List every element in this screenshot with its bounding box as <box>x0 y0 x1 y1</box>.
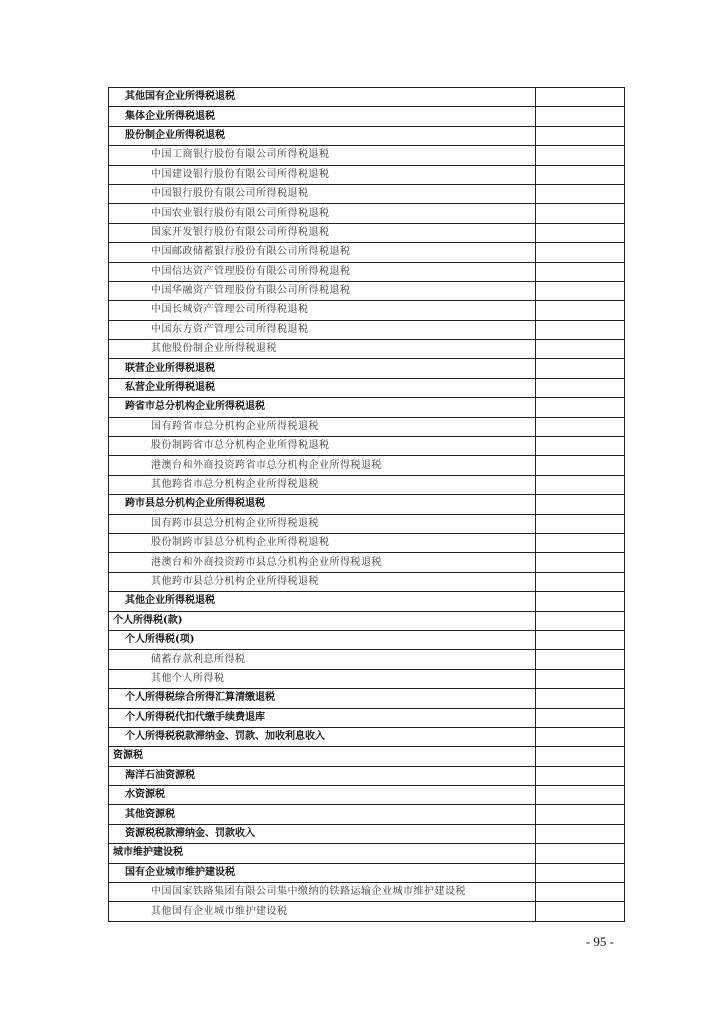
row-value-cell <box>536 184 625 203</box>
table-row <box>109 650 625 669</box>
table-row <box>109 824 625 843</box>
row-value-cell <box>536 495 625 514</box>
row-value-cell <box>536 592 625 611</box>
row-value-cell <box>536 378 625 397</box>
row-value-cell <box>536 844 625 863</box>
table-row <box>109 417 625 436</box>
row-value-cell <box>536 126 625 145</box>
table-row <box>109 146 625 165</box>
table-row <box>109 514 625 533</box>
row-label: 跨省市总分机构企业所得税退税 <box>109 398 536 417</box>
row-label: 港澳台和外商投资跨市县总分机构企业所得税退税 <box>109 553 536 572</box>
row-label: 海洋石油资源税 <box>109 766 536 785</box>
table-row <box>109 708 625 727</box>
row-value-cell <box>536 786 625 805</box>
row-value-cell <box>536 902 625 921</box>
row-value-cell <box>536 398 625 417</box>
row-label: 股份制企业所得税退税 <box>109 126 536 145</box>
table-row <box>109 223 625 242</box>
row-label: 股份制跨市县总分机构企业所得税退税 <box>109 533 536 552</box>
row-value-cell <box>536 805 625 824</box>
table-body <box>109 88 625 922</box>
table-row <box>109 359 625 378</box>
budget-table <box>108 87 625 922</box>
row-value-cell <box>536 88 625 107</box>
table-row <box>109 456 625 475</box>
row-value-cell <box>536 650 625 669</box>
row-label: 中国东方资产管理公司所得税退税 <box>109 320 536 339</box>
row-value-cell <box>536 243 625 262</box>
table-row <box>109 262 625 281</box>
table-row <box>109 669 625 688</box>
row-label: 跨市县总分机构企业所得税退税 <box>109 495 536 514</box>
row-value-cell <box>536 475 625 494</box>
row-label: 中国银行股份有限公司所得税退税 <box>109 184 536 203</box>
row-value-cell <box>536 630 625 649</box>
row-label: 股份制跨省市总分机构企业所得税退税 <box>109 437 536 456</box>
row-label: 国有跨省市总分机构企业所得税退税 <box>109 417 536 436</box>
row-value-cell <box>536 359 625 378</box>
row-value-cell <box>536 417 625 436</box>
row-label: 其他企业所得税退税 <box>109 592 536 611</box>
table-row <box>109 165 625 184</box>
table-row <box>109 863 625 882</box>
row-label: 中国国家铁路集团有限公司集中缴纳的铁路运输企业城市维护建设税 <box>109 883 536 902</box>
row-label: 国有企业城市维护建设税 <box>109 863 536 882</box>
table-row <box>109 572 625 591</box>
table-row <box>109 766 625 785</box>
table-row <box>109 630 625 649</box>
row-value-cell <box>536 883 625 902</box>
row-label: 其他国有企业城市维护建设税 <box>109 902 536 921</box>
row-label: 个人所得税代扣代缴手续费退库 <box>109 708 536 727</box>
row-value-cell <box>536 320 625 339</box>
row-label: 其他跨市县总分机构企业所得税退税 <box>109 572 536 591</box>
row-label: 资源税 <box>109 747 536 766</box>
page-number: - 95 - <box>585 934 614 949</box>
row-value-cell <box>536 262 625 281</box>
row-label: 中国邮政储蓄银行股份有限公司所得税退税 <box>109 243 536 262</box>
table-row <box>109 398 625 417</box>
row-label: 城市维护建设税 <box>109 844 536 863</box>
row-value-cell <box>536 437 625 456</box>
table-row <box>109 495 625 514</box>
table-row <box>109 592 625 611</box>
row-value-cell <box>536 204 625 223</box>
row-value-cell <box>536 766 625 785</box>
row-label: 其他资源税 <box>109 805 536 824</box>
row-label: 联营企业所得税退税 <box>109 359 536 378</box>
table-row <box>109 689 625 708</box>
row-value-cell <box>536 514 625 533</box>
row-label: 个人所得税(项) <box>109 630 536 649</box>
row-label: 国家开发银行股份有限公司所得税退税 <box>109 223 536 242</box>
row-value-cell <box>536 572 625 591</box>
table-row <box>109 727 625 746</box>
row-value-cell <box>536 689 625 708</box>
table-row <box>109 204 625 223</box>
row-label: 中国建设银行股份有限公司所得税退税 <box>109 165 536 184</box>
row-label: 个人所得税税款滞纳金、罚款、加收利息收入 <box>109 727 536 746</box>
table-row <box>109 902 625 921</box>
table-row <box>109 786 625 805</box>
table-row <box>109 533 625 552</box>
table-row <box>109 378 625 397</box>
row-label: 其他国有企业所得税退税 <box>109 88 536 107</box>
table-row <box>109 883 625 902</box>
table-row <box>109 805 625 824</box>
row-label: 集体企业所得税退税 <box>109 107 536 126</box>
row-value-cell <box>536 669 625 688</box>
row-label: 资源税税款滞纳金、罚款收入 <box>109 824 536 843</box>
table-row <box>109 107 625 126</box>
row-value-cell <box>536 146 625 165</box>
row-label: 中国工商银行股份有限公司所得税退税 <box>109 146 536 165</box>
table-row <box>109 281 625 300</box>
table-row <box>109 301 625 320</box>
row-value-cell <box>536 863 625 882</box>
row-label: 中国长城资产管理公司所得税退税 <box>109 301 536 320</box>
row-value-cell <box>536 533 625 552</box>
row-label: 个人所得税(款) <box>109 611 536 630</box>
table-row <box>109 437 625 456</box>
row-label: 储蓄存款利息所得税 <box>109 650 536 669</box>
row-value-cell <box>536 223 625 242</box>
table-row <box>109 184 625 203</box>
row-value-cell <box>536 456 625 475</box>
row-value-cell <box>536 553 625 572</box>
row-value-cell <box>536 281 625 300</box>
row-label: 港澳台和外商投资跨省市总分机构企业所得税退税 <box>109 456 536 475</box>
row-label: 国有跨市县总分机构企业所得税退税 <box>109 514 536 533</box>
table-row <box>109 475 625 494</box>
table-row <box>109 611 625 630</box>
table-row <box>109 126 625 145</box>
row-label: 中国华融资产管理股份有限公司所得税退税 <box>109 281 536 300</box>
row-value-cell <box>536 824 625 843</box>
table-row <box>109 340 625 359</box>
row-label: 其他跨省市总分机构企业所得税退税 <box>109 475 536 494</box>
table-row <box>109 243 625 262</box>
row-label: 中国信达资产管理股份有限公司所得税退税 <box>109 262 536 281</box>
row-label: 私营企业所得税退税 <box>109 378 536 397</box>
table-row <box>109 844 625 863</box>
row-value-cell <box>536 301 625 320</box>
row-label: 其他股份制企业所得税退税 <box>109 340 536 359</box>
row-value-cell <box>536 107 625 126</box>
row-value-cell <box>536 165 625 184</box>
row-value-cell <box>536 708 625 727</box>
row-label: 中国农业银行股份有限公司所得税退税 <box>109 204 536 223</box>
row-value-cell <box>536 340 625 359</box>
row-label: 个人所得税综合所得汇算清缴退税 <box>109 689 536 708</box>
table-row <box>109 553 625 572</box>
row-label: 其他个人所得税 <box>109 669 536 688</box>
table-row <box>109 747 625 766</box>
table-row <box>109 320 625 339</box>
row-value-cell <box>536 611 625 630</box>
table-row <box>109 88 625 107</box>
row-value-cell <box>536 747 625 766</box>
row-label: 水资源税 <box>109 786 536 805</box>
row-value-cell <box>536 727 625 746</box>
